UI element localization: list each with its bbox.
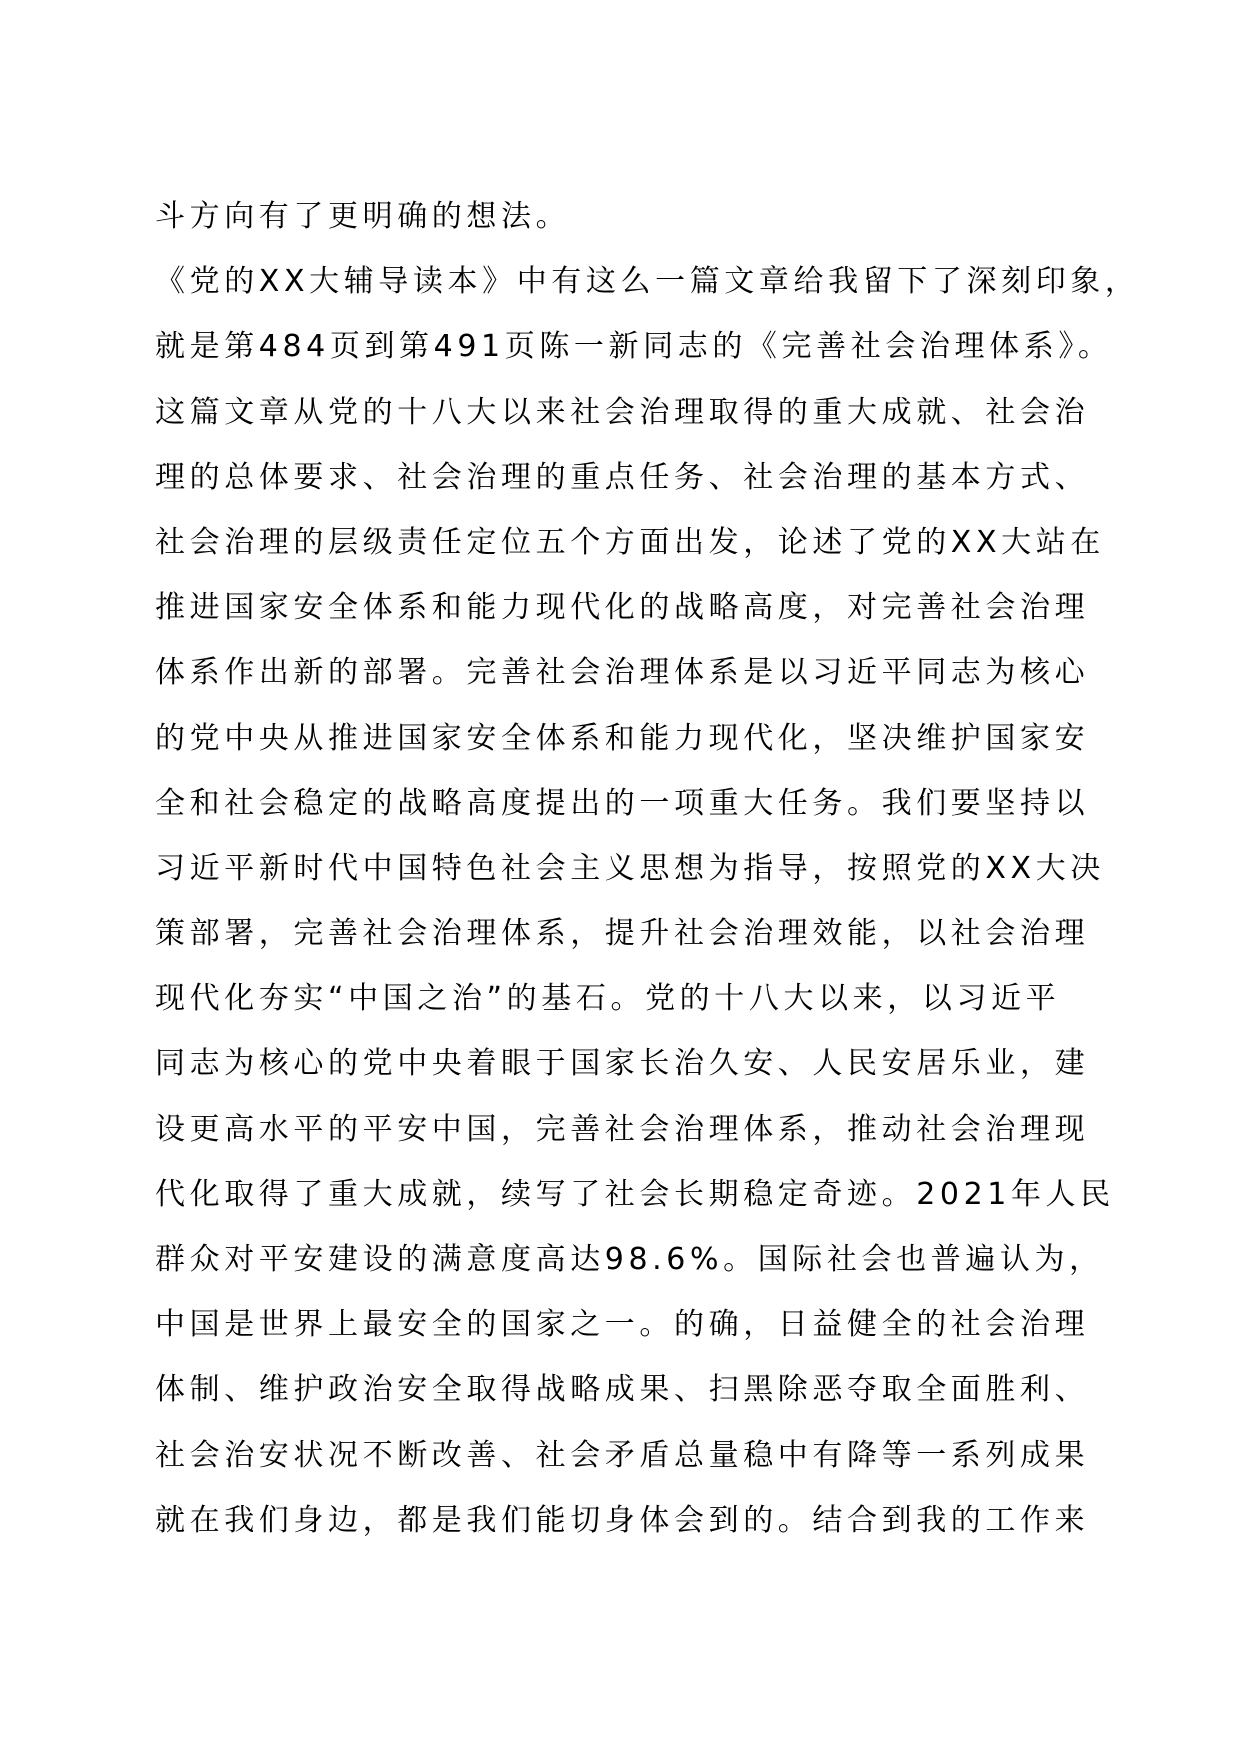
text-line: 代化取得了重大成就，续写了社会长期稳定奇迹。2021年人民 bbox=[155, 1176, 1115, 1212]
body-text bbox=[155, 184, 1140, 1553]
text-line: 习近平新时代中国特色社会主义思想为指导，按照党的XX大决 bbox=[155, 850, 1105, 886]
text-line: 策部署，完善社会治理体系，提升社会治理效能，以社会治理 bbox=[155, 916, 1090, 952]
text-line: 群众对平安建设的满意度高达98.6%。国际社会也普遍认为， bbox=[155, 1242, 1104, 1277]
text-line: 中国是世界上最安全的国家之一。的确，日益健全的社会治理 bbox=[155, 1307, 1090, 1343]
text-line: 同志为核心的党中央着眼于国家长治久安、人民安居乐业，建 bbox=[155, 1046, 1090, 1082]
text-line: 社会治理的层级责任定位五个方面出发，论述了党的XX大站在 bbox=[155, 524, 1105, 560]
text-line: 现代化夯实“中国之治”的基石。党的十八大以来，以习近平 bbox=[155, 981, 1061, 1017]
text-line: 理的总体要求、社会治理的重点任务、社会治理的基本方式、 bbox=[155, 459, 1090, 495]
text-line: 社会治安状况不断改善、社会矛盾总量稳中有降等一系列成果 bbox=[155, 1437, 1090, 1473]
text-line: 全和社会稳定的战略高度提出的一项重大任务。我们要坚持以 bbox=[155, 785, 1090, 821]
text-line: 的党中央从推进国家安全体系和能力现代化，坚决维护国家安 bbox=[155, 720, 1090, 756]
text-line: 这篇文章从党的十八大以来社会治理取得的重大成就、社会治 bbox=[155, 394, 1090, 430]
text-line: 《党的XX大辅导读本》中有这么一篇文章给我留下了深刻印象， bbox=[155, 264, 1140, 300]
text-line: 推进国家安全体系和能力现代化的战略高度，对完善社会治理 bbox=[155, 590, 1090, 626]
text-line: 体系作出新的部署。完善社会治理体系是以习近平同志为核心 bbox=[155, 655, 1090, 691]
text-line: 就在我们身边，都是我们能切身体会到的。结合到我的工作来 bbox=[155, 1502, 1090, 1538]
text-line: 设更高水平的平安中国，完善社会治理体系，推动社会治理现 bbox=[155, 1111, 1090, 1147]
text-line: 斗方向有了更明确的想法。 bbox=[155, 199, 571, 234]
text-line: 体制、维护政治安全取得战略成果、扫黑除恶夺取全面胜利、 bbox=[155, 1372, 1090, 1408]
text-line: 就是第484页到第491页陈一新同志的《完善社会治理体系》。 bbox=[155, 329, 1113, 365]
